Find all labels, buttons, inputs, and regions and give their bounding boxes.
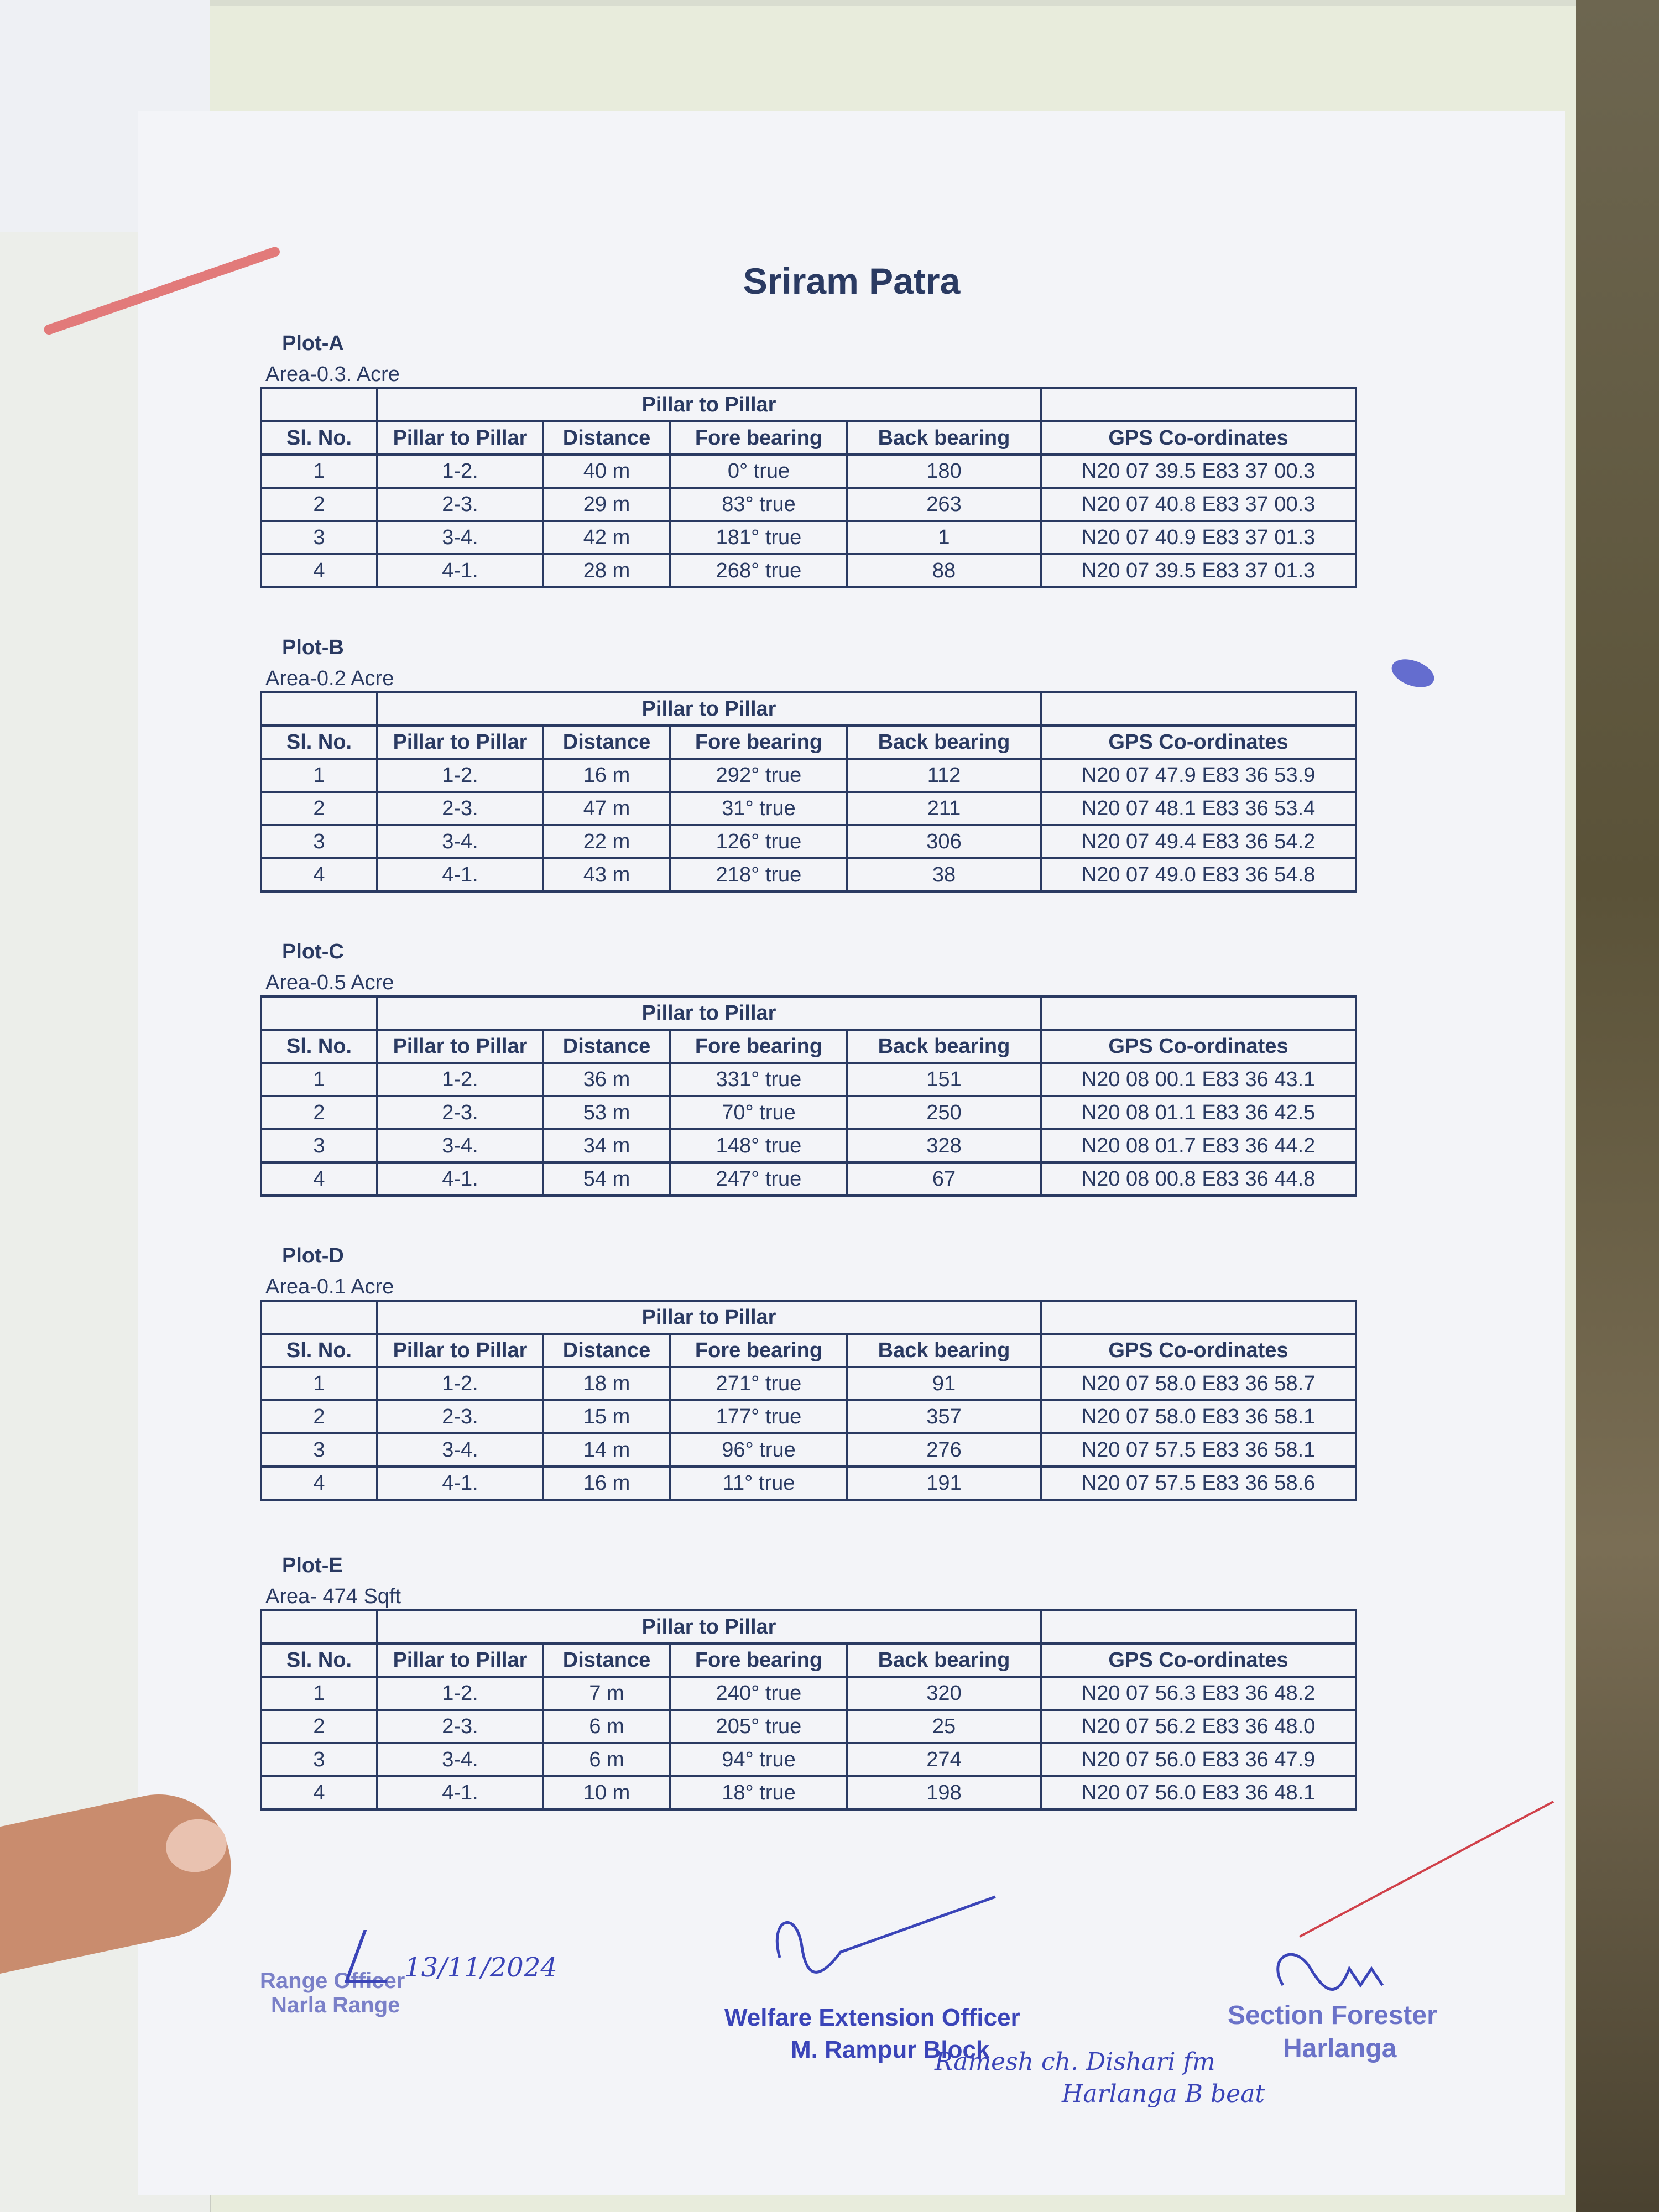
table-cell: 18° true	[670, 1776, 847, 1809]
table-cell: N20 07 47.9 E83 36 53.9	[1041, 759, 1356, 792]
table-cell: 70° true	[670, 1096, 847, 1129]
section-forester-place: Harlanga	[1283, 2034, 1397, 2063]
table-cell: 276	[847, 1433, 1041, 1467]
range-officer-title: Range Officer	[260, 1969, 405, 1993]
table-cell: N20 07 56.0 E83 36 48.1	[1041, 1776, 1356, 1809]
table-cell: 54 m	[543, 1162, 670, 1196]
column-header: Pillar to Pillar	[377, 1030, 543, 1063]
table-row	[261, 1467, 1356, 1500]
plot-section	[260, 1244, 1355, 1501]
table-cell: 40 m	[543, 455, 670, 488]
table-cell: N20 07 49.4 E83 36 54.2	[1041, 825, 1356, 858]
column-header: Pillar to Pillar	[377, 726, 543, 759]
table-cell: 3	[261, 1129, 377, 1162]
table-cell: 3-4.	[377, 1433, 543, 1467]
table-cell: 151	[847, 1063, 1041, 1096]
table-cell: 14 m	[543, 1433, 670, 1467]
header-empty-cell	[1041, 997, 1356, 1030]
column-header: Distance	[543, 421, 670, 455]
table-row	[261, 1776, 1356, 1809]
handwritten-note	[935, 2046, 1265, 2110]
table-cell: 25	[847, 1710, 1041, 1743]
group-header-cell: Pillar to Pillar	[377, 388, 1041, 421]
column-header: Back bearing	[847, 726, 1041, 759]
table-cell: 10 m	[543, 1776, 670, 1809]
table-cell: 4-1.	[377, 554, 543, 587]
table-cell: 1-2.	[377, 1677, 543, 1710]
column-header: Fore bearing	[670, 1334, 847, 1367]
table-cell: N20 07 58.0 E83 36 58.7	[1041, 1367, 1356, 1400]
table-cell: 268° true	[670, 554, 847, 587]
table-cell: 42 m	[543, 521, 670, 554]
group-header-cell: Pillar to Pillar	[377, 997, 1041, 1030]
table-row	[261, 1063, 1356, 1096]
table-row	[261, 1433, 1356, 1467]
table-cell: 211	[847, 792, 1041, 825]
table-cell: N20 07 56.0 E83 36 47.9	[1041, 1743, 1356, 1776]
plot-section	[260, 940, 1355, 1197]
plot-area: Area-0.1 Acre	[265, 1275, 394, 1298]
plot-area: Area-0.3. Acre	[265, 363, 400, 386]
table-header-row	[261, 726, 1356, 759]
table-row	[261, 825, 1356, 858]
red-pen-mark	[1299, 1801, 1554, 1938]
table-cell: 2	[261, 488, 377, 521]
table-cell: N20 08 00.1 E83 36 43.1	[1041, 1063, 1356, 1096]
section-forester-title: Section Forester	[1228, 2001, 1437, 2030]
plot-name: Plot-B	[282, 636, 344, 659]
table-cell: 2-3.	[377, 1710, 543, 1743]
table-row	[261, 858, 1356, 891]
table-cell: N20 07 56.3 E83 36 48.2	[1041, 1677, 1356, 1710]
table-cell: N20 07 40.9 E83 37 01.3	[1041, 521, 1356, 554]
table-cell: 263	[847, 488, 1041, 521]
table-cell: 28 m	[543, 554, 670, 587]
table-group-header-row	[261, 388, 1356, 421]
table-cell: 271° true	[670, 1367, 847, 1400]
handwritten-note-line2: Harlanga B beat	[1062, 2080, 1265, 2108]
table-cell: 4	[261, 1162, 377, 1196]
plot-area: Area- 474 Sqft	[265, 1585, 401, 1608]
table-cell: 1	[261, 1063, 377, 1096]
table-cell: N20 07 39.5 E83 37 00.3	[1041, 455, 1356, 488]
table-cell: 83° true	[670, 488, 847, 521]
table-cell: 4	[261, 554, 377, 587]
table-cell: 22 m	[543, 825, 670, 858]
table-cell: 91	[847, 1367, 1041, 1400]
table-row	[261, 759, 1356, 792]
group-header-cell: Pillar to Pillar	[377, 1610, 1041, 1644]
table-cell: 0° true	[670, 455, 847, 488]
table-cell: N20 08 01.7 E83 36 44.2	[1041, 1129, 1356, 1162]
pillar-table	[260, 1609, 1357, 1811]
table-cell: 1-2.	[377, 1063, 543, 1096]
column-header: Sl. No.	[261, 726, 377, 759]
column-header: Distance	[543, 726, 670, 759]
column-header: GPS Co-ordinates	[1041, 1334, 1356, 1367]
table-cell: 47 m	[543, 792, 670, 825]
ground-background	[1576, 0, 1659, 2212]
table-row	[261, 1162, 1356, 1196]
plot-area: Area-0.5 Acre	[265, 971, 394, 994]
table-row	[261, 455, 1356, 488]
table-cell: 3-4.	[377, 1129, 543, 1162]
table-cell: 148° true	[670, 1129, 847, 1162]
table-cell: 2-3.	[377, 792, 543, 825]
table-cell: 3-4.	[377, 521, 543, 554]
table-cell: 2	[261, 1400, 377, 1433]
table-cell: 3	[261, 1743, 377, 1776]
table-cell: N20 07 56.2 E83 36 48.0	[1041, 1710, 1356, 1743]
table-cell: 2	[261, 1710, 377, 1743]
table-cell: 3-4.	[377, 825, 543, 858]
table-cell: 198	[847, 1776, 1041, 1809]
table-row	[261, 1129, 1356, 1162]
table-cell: 1	[261, 1367, 377, 1400]
header-empty-cell	[1041, 388, 1356, 421]
table-cell: 6 m	[543, 1710, 670, 1743]
column-header: Fore bearing	[670, 1030, 847, 1063]
header-empty-cell	[261, 692, 377, 726]
table-cell: 16 m	[543, 1467, 670, 1500]
column-header: GPS Co-ordinates	[1041, 1644, 1356, 1677]
table-cell: N20 07 48.1 E83 36 53.4	[1041, 792, 1356, 825]
table-cell: 4-1.	[377, 1776, 543, 1809]
range-officer-date: 13/11/2024	[354, 1930, 557, 1983]
table-cell: 2-3.	[377, 1096, 543, 1129]
pillar-table	[260, 387, 1357, 588]
table-cell: 3	[261, 825, 377, 858]
welfare-officer-title: Welfare Extension Officer	[724, 2004, 1020, 2031]
plot-name: Plot-C	[282, 940, 344, 963]
table-header-row	[261, 421, 1356, 455]
table-cell: 6 m	[543, 1743, 670, 1776]
table-cell: 31° true	[670, 792, 847, 825]
table-cell: 1-2.	[377, 759, 543, 792]
table-cell: 3	[261, 1433, 377, 1467]
column-header: GPS Co-ordinates	[1041, 1030, 1356, 1063]
table-group-header-row	[261, 1301, 1356, 1334]
table-cell: 38	[847, 858, 1041, 891]
table-group-header-row	[261, 692, 1356, 726]
table-row	[261, 792, 1356, 825]
header-empty-cell	[1041, 1301, 1356, 1334]
column-header: Back bearing	[847, 421, 1041, 455]
column-header: Distance	[543, 1334, 670, 1367]
table-cell: 1	[261, 1677, 377, 1710]
table-cell: 177° true	[670, 1400, 847, 1433]
table-cell: 331° true	[670, 1063, 847, 1096]
range-officer-signature	[345, 1930, 406, 1983]
table-row	[261, 1367, 1356, 1400]
handwritten-note-line1: Ramesh ch. Dishari fm	[935, 2048, 1215, 2076]
document-page	[138, 111, 1565, 2195]
header-empty-cell	[261, 997, 377, 1030]
table-cell: 247° true	[670, 1162, 847, 1196]
column-header: Fore bearing	[670, 726, 847, 759]
column-header: Fore bearing	[670, 421, 847, 455]
table-cell: N20 07 57.5 E83 36 58.1	[1041, 1433, 1356, 1467]
column-header: Back bearing	[847, 1334, 1041, 1367]
table-cell: 4	[261, 1467, 377, 1500]
pillar-table	[260, 1300, 1357, 1501]
table-cell: N20 07 58.0 E83 36 58.1	[1041, 1400, 1356, 1433]
pillar-table	[260, 691, 1357, 893]
welfare-officer-block: M. Rampur Block	[791, 2036, 990, 2063]
column-header: Sl. No.	[261, 421, 377, 455]
table-cell: 53 m	[543, 1096, 670, 1129]
table-cell: 191	[847, 1467, 1041, 1500]
plot-area: Area-0.2 Acre	[265, 667, 394, 690]
table-cell: 112	[847, 759, 1041, 792]
table-cell: N20 07 39.5 E83 37 01.3	[1041, 554, 1356, 587]
table-row	[261, 1743, 1356, 1776]
table-row	[261, 488, 1356, 521]
table-cell: 292° true	[670, 759, 847, 792]
table-cell: 43 m	[543, 858, 670, 891]
group-header-cell: Pillar to Pillar	[377, 1301, 1041, 1334]
table-cell: 4-1.	[377, 1467, 543, 1500]
welfare-officer-signature	[758, 1886, 1034, 1996]
table-cell: 126° true	[670, 825, 847, 858]
table-cell: 1	[847, 521, 1041, 554]
table-cell: 16 m	[543, 759, 670, 792]
table-cell: 1	[261, 759, 377, 792]
column-header: GPS Co-ordinates	[1041, 421, 1356, 455]
table-cell: 15 m	[543, 1400, 670, 1433]
table-cell: N20 08 01.1 E83 36 42.5	[1041, 1096, 1356, 1129]
table-cell: 34 m	[543, 1129, 670, 1162]
table-cell: 36 m	[543, 1063, 670, 1096]
table-cell: 67	[847, 1162, 1041, 1196]
table-cell: 240° true	[670, 1677, 847, 1710]
table-header-row	[261, 1334, 1356, 1367]
header-empty-cell	[261, 388, 377, 421]
column-header: Back bearing	[847, 1644, 1041, 1677]
header-empty-cell	[261, 1610, 377, 1644]
table-cell: 2-3.	[377, 1400, 543, 1433]
table-cell: 4-1.	[377, 1162, 543, 1196]
column-header: GPS Co-ordinates	[1041, 726, 1356, 759]
table-cell: 320	[847, 1677, 1041, 1710]
table-row	[261, 521, 1356, 554]
table-cell: 181° true	[670, 521, 847, 554]
table-cell: 328	[847, 1129, 1041, 1162]
table-row	[261, 1710, 1356, 1743]
table-row	[261, 554, 1356, 587]
group-header-cell: Pillar to Pillar	[377, 692, 1041, 726]
column-header: Pillar to Pillar	[377, 421, 543, 455]
table-cell: 1	[261, 455, 377, 488]
table-cell: 1-2.	[377, 455, 543, 488]
table-cell: 3	[261, 521, 377, 554]
plot-section	[260, 636, 1355, 893]
table-header-row	[261, 1644, 1356, 1677]
column-header: Sl. No.	[261, 1644, 377, 1677]
table-row	[261, 1096, 1356, 1129]
plot-section	[260, 332, 1355, 588]
table-cell: 3-4.	[377, 1743, 543, 1776]
table-cell: 2	[261, 792, 377, 825]
table-cell: 1-2.	[377, 1367, 543, 1400]
plot-name: Plot-D	[282, 1244, 344, 1267]
header-empty-cell	[1041, 692, 1356, 726]
pillar-table	[260, 995, 1357, 1197]
table-cell: 218° true	[670, 858, 847, 891]
table-cell: 274	[847, 1743, 1041, 1776]
column-header: Distance	[543, 1030, 670, 1063]
table-cell: 205° true	[670, 1710, 847, 1743]
table-cell: 357	[847, 1400, 1041, 1433]
section-forester-stamp	[1228, 1999, 1437, 2065]
table-cell: N20 08 00.8 E83 36 44.8	[1041, 1162, 1356, 1196]
column-header: Fore bearing	[670, 1644, 847, 1677]
table-cell: 88	[847, 554, 1041, 587]
table-cell: 94° true	[670, 1743, 847, 1776]
plot-name: Plot-E	[282, 1554, 343, 1577]
section-forester-signature	[1261, 1936, 1405, 2002]
table-cell: 7 m	[543, 1677, 670, 1710]
table-cell: 250	[847, 1096, 1041, 1129]
forester-scribble	[1261, 1936, 1405, 2002]
table-row	[261, 1400, 1356, 1433]
signature-scribble	[758, 1886, 1034, 1996]
table-header-row	[261, 1030, 1356, 1063]
column-header: Sl. No.	[261, 1334, 377, 1367]
table-group-header-row	[261, 1610, 1356, 1644]
header-empty-cell	[261, 1301, 377, 1334]
table-cell: 11° true	[670, 1467, 847, 1500]
table-cell: N20 07 57.5 E83 36 58.6	[1041, 1467, 1356, 1500]
column-header: Back bearing	[847, 1030, 1041, 1063]
table-row	[261, 1677, 1356, 1710]
plot-name: Plot-A	[282, 332, 344, 355]
table-cell: 2	[261, 1096, 377, 1129]
header-empty-cell	[1041, 1610, 1356, 1644]
column-header: Sl. No.	[261, 1030, 377, 1063]
column-header: Distance	[543, 1644, 670, 1677]
table-cell: 18 m	[543, 1367, 670, 1400]
table-group-header-row	[261, 997, 1356, 1030]
table-cell: 96° true	[670, 1433, 847, 1467]
table-cell: 306	[847, 825, 1041, 858]
table-cell: 180	[847, 455, 1041, 488]
table-cell: N20 07 40.8 E83 37 00.3	[1041, 488, 1356, 521]
table-cell: N20 07 49.0 E83 36 54.8	[1041, 858, 1356, 891]
column-header: Pillar to Pillar	[377, 1644, 543, 1677]
table-cell: 29 m	[543, 488, 670, 521]
table-cell: 4-1.	[377, 858, 543, 891]
table-cell: 4	[261, 858, 377, 891]
plot-section	[260, 1554, 1355, 1811]
document-title: Sriram Patra	[743, 260, 961, 301]
column-header: Pillar to Pillar	[377, 1334, 543, 1367]
table-cell: 4	[261, 1776, 377, 1809]
table-cell: 2-3.	[377, 488, 543, 521]
range-officer-range: Narla Range	[271, 1993, 400, 2017]
